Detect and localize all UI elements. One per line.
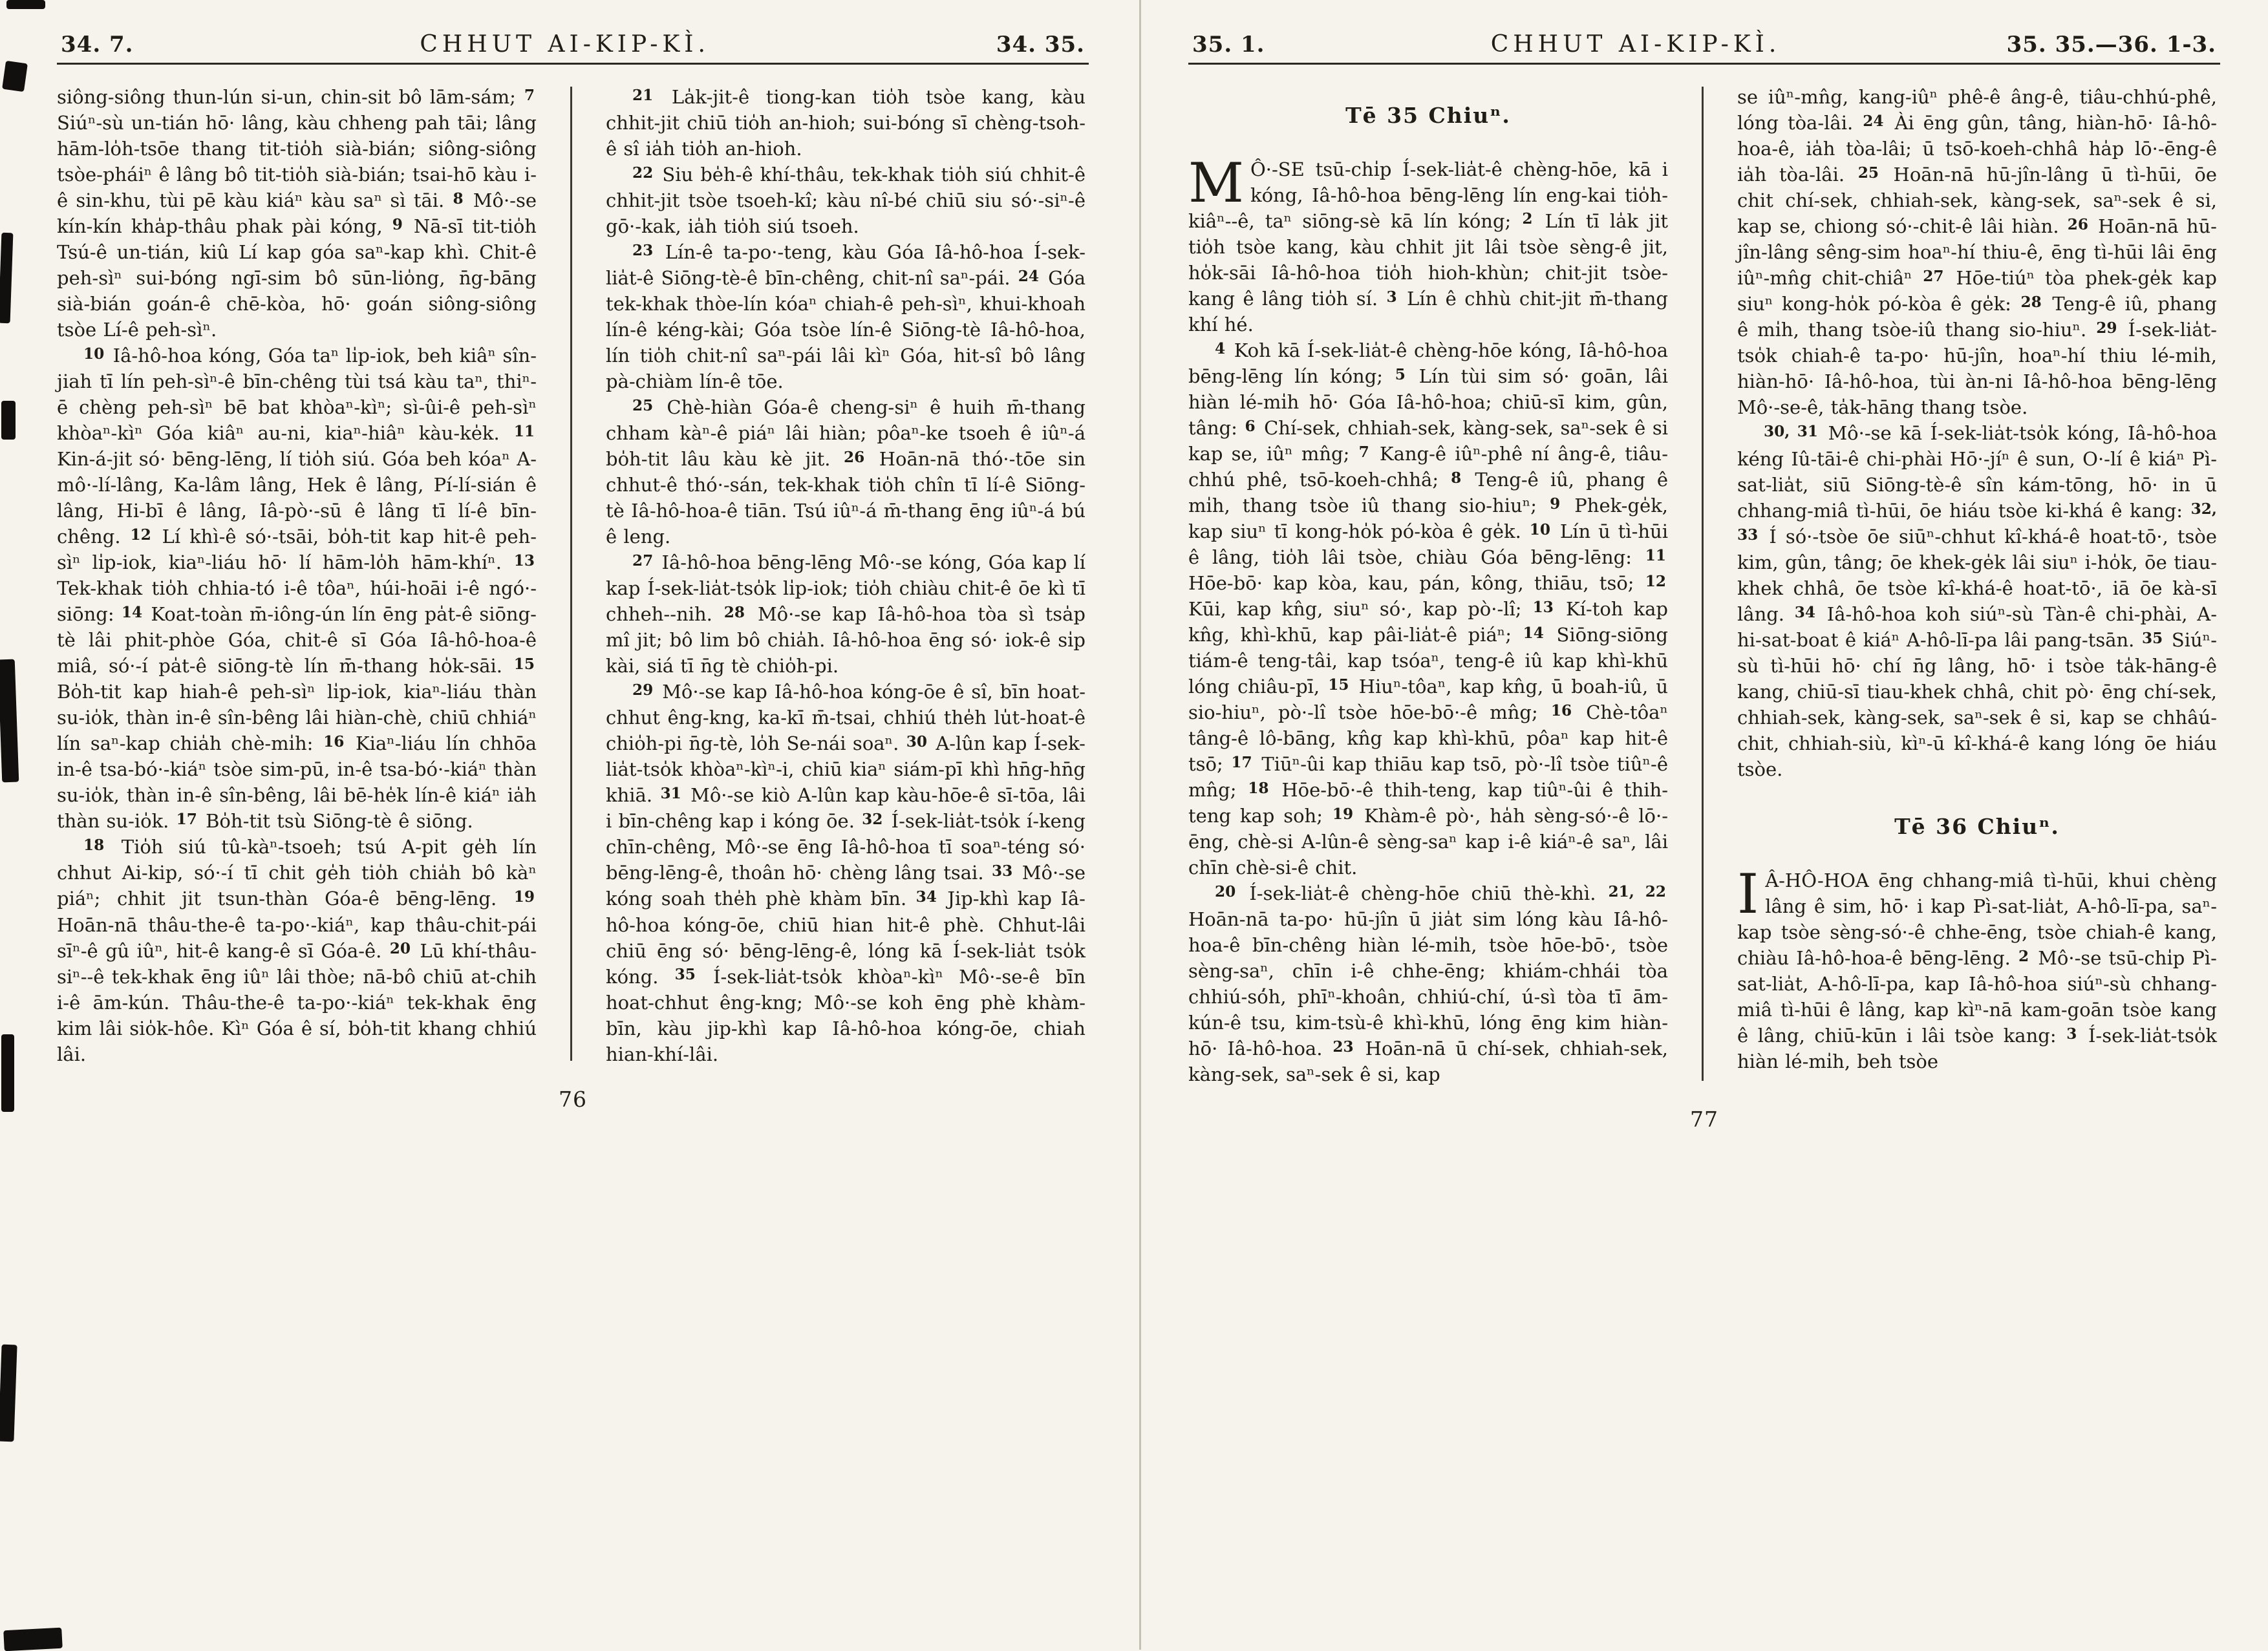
column-rule [570, 87, 572, 1061]
verse-number: 24 [1018, 268, 1039, 286]
header-right-ref: 34. 35. [996, 32, 1085, 58]
paragraph: se iûⁿ-mn̂g, kang-iûⁿ phê-ê âng-ê, tiâu-chhú-phê, lóng tòa-lâi. 24 Ài ēng gûn, tâng, hiàn-hō· Iâ-hô-hoa-ê, ia̍h tòa-lâi; ū tsō-koeh-chhâ ha̍p lō·-ēng-ê ia̍h tòa-lâi. 25 Hoān-nā hū-jîn-lâng ū tì-hūi, ōe chit chí-sek, chhiah-sek, kàng-sek, saⁿ-sek ê si, kap se, chiong só·-chit-ê lâi hiàn. 26 Hoān-nā hū-jîn-lâng sêng-sim hoaⁿ-hí thiu-ê, ēng tì-hūi lâi ēng iûⁿ-mn̂g chit-chiâⁿ 27 Hōe-tiúⁿ tòa phek-ge̍k kap siuⁿ kong-ho̍k pó-kòa ê ge̍k: 28 Teng-ê iû, phang ê mi̍h, thang tsòe-iû thang sio-hiuⁿ. 29 Í-sek-lia̍t-tso̍k chiah-ê ta-po· hū-jîn, hoaⁿ-hí thiu lé-mi̍h, hiàn-hō· Iâ-hô-hoa, tùi àn-ni Iâ-hô-hoa bēng-lēng Mô·-se-ê, ta̍k-hāng thang tsòe. [1737, 86, 2218, 419]
header-right-ref: 35. 35.—36. 1-3. [2006, 32, 2216, 58]
verse-number: 29 [2096, 319, 2117, 337]
paragraph: 22 Siu be̍h-ê khí-thâu, tek-khak tio̍h siú chhit-ê chhit-jit tsòe tsoeh-kî; kàu nî-bé chiū siu só·-siⁿ-ê gō·-kak, ia̍h tio̍h siú tsoeh. [606, 164, 1086, 238]
verse-number: 31 [660, 785, 681, 803]
verse-number: 7 [1358, 443, 1369, 461]
text-column-left [57, 84, 537, 1067]
paragraph: 30, 31 Mô·-se kā Í-sek-lia̍t-tso̍k kóng, Iâ-hô-hoa kéng Iû-tāi-ê chi-phài Hō·-jíⁿ ê sun, O·-lí ê kiáⁿ Pì-sat-lia̍t, siū Siōng-tè-ê sîn kám-tōng, hō· in ū chhang-miâ tì-hūi, ōe hiáu tsòe ki-khá ê kang: 32, 33 Í só·-tsòe ōe siūⁿ-chhut kî-khá-ê hoat-tō·, tsòe kim, gûn, tâng; ōe khek-ge̍k lâi siuⁿ i-ho̍k, ōe tiau-khek chhâ, ōe tsòe kî-khá-ê hoat-tō·, iā ōe kà-sī lâng. 34 Iâ-hô-hoa koh siúⁿ-sù Tàn-ê chi-phài, A-hi-sat-boat ê kiáⁿ A-hô-lī-pa lâi pang-tsān. 35 Siúⁿ-sù tì-hūi hō· chí n̄g lâng, hō· i tsòe ta̍k-hāng-ê kang, chiū-sī tiau-khek chhâ, chit pò· ēng chí-sek, chhiah-sek, kàng-sek, saⁿ-sek ê si, kap se chhâú-chit, chhiah-siù, kìⁿ-ū kî-khá-ê kang lóng ōe hiáu tsòe. [1737, 422, 2217, 781]
paragraph: 29 Mô·-se kap Iâ-hô-hoa kóng-ōe ê sî, bīn hoat-chhut êng-kng, ka-kī m̄-tsai, chhiú the̍h lu̍t-hoat-ê chio̍h-pi n̄g-tè, lo̍h Se-nái soaⁿ. 30 A-lûn kap Í-sek-lia̍t-tso̍k khòaⁿ-kìⁿ-i, chiū kiaⁿ siám-pī khì hn̄g-hn̄g khiā. 31 Mô·-se kiò A-lûn kap kàu-hōe-ê sī-tōa, lâi i bīn-chêng kap i kóng ōe. 32 Í-sek-lia̍t-tso̍k í-keng chīn-chêng, Mô·-se ēng Iâ-hô-hoa tī soaⁿ-téng só· bēng-lēng-ê, thoân hō· chèng lâng tsai. 33 Mô·-se kóng soah the̍h phè khàm bīn. 34 Jip-khì kap Iâ-hô-hoa kóng-ōe, chiū hian hit-ê phè. Chhut-lâi chiū ēng só· bēng-lēng-ê, lóng kā Í-sek-lia̍t tso̍k kóng. 35 Í-sek-lia̍t-tso̍k khòaⁿ-kìⁿ Mô·-se-ê bīn hoat-chhut êng-kng; Mô·-se koh ēng phè khàm-bīn, kàu jip-khì kap Iâ-hô-hoa kóng-ōe, chiah hian-khí-lâi. [606, 681, 1086, 1065]
verse-number: 9 [392, 215, 403, 233]
verse-number: 8 [453, 189, 464, 208]
verse-number: 12 [1645, 572, 1666, 590]
paragraph: siông-siông thun-lún si-un, chin-sit bô lām-sám; 7 Siúⁿ-sù un-tián hō· lâng, kàu chheng pah tāi; lâng hām-lo̍h-tsōe thang tit-tio̍h sià-bián; siông-siông tsòe-pháiⁿ ê lâng bô tit-tio̍h sià-bián; tsai-hō kàu i-ê sin-khu, tùi pē kàu kiáⁿ kàu saⁿ sì tāi. 8 Mô·-se kín-kín kha̍p-thâu phak pài kóng, 9 Nā-sī tit-tio̍h Tsú-ê un-tián, kiû Lí kap góa saⁿ-kap khì. Chit-ê peh-sìⁿ sui-bóng ngī-sim bô sūn-lio̍ng, n̄g-bāng sià-bián goán-ê chē-kòa, hō· goán siông-siông tsòe Lí-ê peh-sìⁿ. [57, 86, 537, 341]
verse-number: 20 [1215, 882, 1236, 900]
scan-binding-mark [6, 0, 45, 9]
verse-number: 24 [1863, 112, 1884, 130]
dropcap: I [1737, 862, 1759, 926]
verse-number: 5 [1395, 365, 1406, 383]
verse-number: 11 [1645, 546, 1666, 564]
verse-number: 15 [513, 655, 535, 674]
verse-number: 11 [513, 423, 535, 441]
header-left-ref: 34. 7. [61, 32, 134, 58]
verse-number: 30, 31 [1764, 423, 1818, 441]
verse-number: 17 [176, 811, 197, 829]
verse-number: 2 [2018, 947, 2029, 965]
text-column-right [606, 84, 1086, 1067]
verse-number: 10 [1529, 520, 1551, 538]
text-column-left [1188, 84, 1668, 1087]
verse-number: 32, 33 [1737, 500, 2217, 544]
verse-number: 35 [674, 966, 696, 984]
verse-number: 18 [1248, 779, 1269, 797]
header-left-ref: 35. 1. [1192, 32, 1265, 58]
paragraph: M Ô·-SE tsū-chi̍p Í-sek-lia̍t-ê chèng-hōe, kā i kóng, Iâ-hô-hoa bēng-lēng lín eng-kai tio̍h-kiâⁿ--ê, taⁿ siōng-sè kā lín kóng; 2 Lín tī la̍k jit tio̍h tsòe kang, kàu chhit jit lâi tsòe sèng-ê jit, ho̍k-sāi Iâ-hô-hoa tio̍h hioh-khùn; chit-jit tsòe-kang ê lâng tio̍h sí. 3 Lín ê chhù chit-jit m̄-thang khí hé. [1188, 151, 1668, 336]
verse-number: 9 [1550, 495, 1561, 513]
text-column-right [1737, 84, 2217, 1087]
verse-number: 14 [121, 604, 143, 622]
verse-number: 6 [1245, 417, 1256, 435]
verse-number: 26 [843, 449, 865, 467]
scan-binding-mark [0, 233, 13, 324]
paragraph: 20 Í-sek-lia̍t-ê chèng-hōe chiū thè-khì. 21, 22 Hoān-nā ta-po· hū-jîn ū jia̍t sim lóng kàu Iâ-hô-hoa-ê bīn-chêng hiàn lé-mi̍h, tsòe hōe-bō·, tsòe sèng-saⁿ, chīn i-ê chhe-ēng; khiám-chhái tòa chhiú-só̍h, phīⁿ-khoân, chhiú-chí, ú-sì tòa tī ām-kún-ê tsu, kim-tsù-ê khì-khū, lóng ēng kim hiàn-hō· Iâ-hô-hoa. 23 Hoān-nā ū chí-sek, chhiah-sek, kàng-sek, saⁿ-sek ê si, kap [1188, 882, 1668, 1086]
verse-number: 19 [513, 888, 535, 906]
verse-number: 23 [1332, 1038, 1354, 1056]
paragraph: 21 La̍k-jit-ê tiong-kan tio̍h tsòe kang, kàu chhit-jit chiū tio̍h an-hioh; sui-bóng sī chèng-tsoh-ê sî ia̍h tio̍h an-hioh. [606, 86, 1086, 160]
verse-number: 14 [1523, 624, 1544, 642]
running-title: CHHUT AI-KIP-KÌ. [1490, 31, 1781, 58]
book-page-left [57, 18, 1089, 1112]
scan-binding-mark [3, 1628, 63, 1651]
paragraph: 18 Tio̍h siú tû-kàⁿ-tsoeh; tsú A-pit ge̍h lín chhut Ai-kip, só·-í tī chit ge̍h tio̍h chia̍h bô kàⁿ piáⁿ; chhit jit tsun-thàn Góa-ê bēng-lēng. 19 Hoān-nā thâu-the-ê ta-po·-kiáⁿ, kap thâu-chit-pái sīⁿ-ê gû iûⁿ, hit-ê kang-ê sī Góa-ê. 20 Lū khí-thâu-siⁿ--ê tek-khak ēng iûⁿ lâi thòe; nā-bô chiū at-chih i-ê ām-kún. Thâu-the-ê ta-po·-kiáⁿ tek-khak ēng kim lâi sio̍k-hôe. Kìⁿ Góa ê sí, bo̍h-tit khang chhiú lâi. [57, 836, 537, 1065]
column-rule [1702, 87, 1704, 1081]
paragraph: 27 Iâ-hô-hoa bēng-lēng Mô·-se kóng, Góa kap lí kap Í-sek-lia̍t-tso̍k li̍p-iok; tio̍h chiàu chit-ê ōe kì tī chheh--nih. 28 Mô·-se kap Iâ-hô-hoa tòa sì tsa̍p mî jit; bô lim bô chia̍h. Iâ-hô-hoa ēng só· iok-ê si̍p kài, siá tī n̄g tè chio̍h-pi. [606, 551, 1086, 677]
paragraph: 23 Lín-ê ta-po·-teng, kàu Góa Iâ-hô-hoa Í-sek-lia̍t-ê Siōng-tè-ê bīn-chêng, chit-nî saⁿ-pái. 24 Góa tek-khak thòe-lín kóaⁿ chiah-ê peh-sìⁿ, khui-khoah lín-ê kéng-kài; Góa tsòe lín-ê Siōng-tè Iâ-hô-hoa, lín tio̍h chit-nî saⁿ-pái lâi kìⁿ Góa, hit-sî bô lâng pà-chiàm lín-ê tōe. [606, 241, 1086, 393]
verse-number: 29 [632, 681, 654, 699]
verse-number: 25 [632, 397, 654, 415]
verse-number: 10 [83, 345, 105, 363]
verse-number: 34 [1794, 604, 1816, 622]
scan-binding-mark [2, 61, 28, 92]
verse-number: 28 [723, 604, 745, 622]
paragraph: 25 Chè-hiàn Góa-ê cheng-siⁿ ê huih m̄-thang chham kàⁿ-ê piáⁿ lâi hiàn; pôaⁿ-ke tsoeh ê iûⁿ-á bo̍h-tit lâu kàu kè jit. 26 Hoān-nā thó·-tōe sin chhut-ê thó·-sán, tek-khak tio̍h chîn tī lí-ê Siōng-tè Iâ-hô-hoa-ê tiān. Tsú iûⁿ-á m̄-thang ēng iûⁿ-á bú ê leng. [606, 396, 1086, 548]
verse-number: 33 [992, 862, 1013, 880]
page-number: 77 [1690, 1107, 1718, 1133]
dropcap: M [1188, 151, 1245, 215]
page-body [1188, 84, 2220, 1087]
verse-number: 16 [1550, 701, 1572, 719]
chapter-heading: Tē 35 Chiuⁿ. [1345, 103, 1511, 128]
verse-number: 27 [1923, 268, 1944, 286]
chapter-heading: Tē 36 Chiuⁿ. [1894, 814, 2060, 840]
verse-number: 2 [1522, 210, 1533, 228]
verse-number: 25 [1857, 164, 1879, 182]
verse-number: 23 [632, 242, 654, 259]
running-header [1188, 18, 2220, 63]
paragraph: 10 Iâ-hô-hoa kóng, Góa taⁿ li̍p-iok, beh kiâⁿ sîn-jiah tī lín peh-sìⁿ-ê bīn-chêng tùi tsá kàu taⁿ, thiⁿ-ē chèng peh-sìⁿ bē bat khòaⁿ-kìⁿ; sì-ûi-ê peh-sìⁿ khòaⁿ-kìⁿ Góa kiâⁿ au-ni, kiaⁿ-hiâⁿ kàu-ke̍k. 11 Kin-á-jit só· bēng-lēng, lí tio̍h siú. Góa beh kóaⁿ A-mô·-lí-lâng, Ka-lâm lâng, Hek ê lâng, Pí-lí-sián ê lâng, Hi-bī ê lâng, Iâ-pò·-sū ê lâng tī lí-ê bīn-chêng. 12 Lí khì-ê só·-tsāi, bo̍h-tit kap hit-ê peh-sìⁿ li̍p-iok, kiaⁿ-liáu hō· lí hām-lo̍h hām-khíⁿ. 13 Tek-khak tio̍h chhia-tó i-ê tôaⁿ, húi-hoāi i-ê ngó·-siōng: 14 Koat-toàn m̄-iông-ún lín ēng pa̍t-ê siōng-tè lâi phit-phòe Góa, chit-ê sī Góa Iâ-hô-hoa-ê miâ, só·-í pa̍t-ê siōng-tè lín m̄-thang ho̍k-sāi. 15 Bo̍h-tit kap hiah-ê peh-sìⁿ li̍p-iok, kiaⁿ-liáu thàn su-io̍k, thàn in-ê sîn-bêng lâi hiàn-chè, chiū chhiáⁿ lín saⁿ-kap chia̍h chè-mi̍h: 16 Kiaⁿ-liáu lín chhōa in-ê tsa-bó·-kiáⁿ tsòe sim-pū, in-ê tsa-bó·-kiáⁿ thàn su-io̍k, thàn in-ê sîn-bêng, lâi bē-he̍k lín-ê kiáⁿ ia̍h thàn su-io̍k. 17 Bo̍h-tit tsù Siōng-tè ê siōng. [57, 345, 537, 833]
page-body [57, 84, 1089, 1067]
book-page-right [1188, 18, 2220, 1132]
verse-number: 13 [1532, 598, 1554, 616]
verse-number: 7 [524, 86, 535, 104]
scan-binding-mark [0, 659, 19, 783]
verse-number: 26 [2067, 215, 2089, 233]
verse-number: 32 [862, 811, 883, 829]
paragraph: I Â-HÔ-HOA ēng chhang-miâ tì-hūi, khui chèng lâng ê sim, hō· i kap Pì-sat-lia̍t, A-hô-lī-pa, saⁿ-kap tsòe sèng-só·-ê chhe-ēng, tsòe chiah-ê kang, chiàu Iâ-hô-hoa-ê bēng-lēng. 2 Mô·-se tsū-chi̍p Pì-sat-lia̍t, A-hô-lī-pa, kap Iâ-hô-hoa siúⁿ-sù chhang-miâ tì-hūi ê lâng, kap kìⁿ-nā kam-goān tsòe kang ê lâng, chiū-kūn i lâi tsòe kang: 3 Í-sek-lia̍t-tso̍k hiàn lé-mi̍h, beh tsòe [1737, 862, 2217, 1073]
verse-number: 16 [323, 733, 345, 751]
verse-number: 30 [906, 733, 927, 751]
verse-number: 27 [632, 552, 654, 570]
header-rule [1188, 63, 2220, 65]
header-rule [57, 63, 1089, 65]
verse-number: 3 [2066, 1025, 2077, 1043]
verse-number: 13 [513, 552, 535, 570]
verse-number: 19 [1332, 805, 1354, 823]
verse-number: 21, 22 [1608, 882, 1666, 900]
verse-number: 18 [83, 836, 105, 855]
verse-number: 12 [130, 526, 151, 544]
scan-binding-mark [1, 1034, 14, 1112]
verse-number: 8 [1451, 469, 1462, 487]
running-title: CHHUT AI-KIP-KÌ. [420, 31, 710, 58]
scan-binding-mark [1, 401, 16, 440]
page-gutter [1139, 0, 1141, 1650]
verse-number: 35 [2141, 630, 2163, 648]
scan-binding-mark [0, 1345, 17, 1442]
verse-number: 34 [915, 888, 937, 906]
verse-number: 20 [389, 940, 411, 958]
verse-number: 4 [1215, 339, 1226, 357]
verse-number: 21 [632, 86, 654, 104]
verse-number: 28 [2020, 293, 2042, 312]
verse-number: 3 [1386, 288, 1397, 306]
page-number: 76 [559, 1086, 587, 1112]
paragraph: 4 Koh kā Í-sek-lia̍t-ê chèng-hōe kóng, Iâ-hô-hoa bēng-lēng lín kóng; 5 Lín tùi sim só· goān, lâi hiàn lé-mi̍h hō· Góa Iâ-hô-hoa; chiū-sī kim, gûn, tâng: 6 Chí-sek, chhiah-sek, kàng-sek, saⁿ-sek ê si kap se, iûⁿ mn̂g; 7 Kang-ê iûⁿ-phê ní âng-ê, tiâu-chhú phê, tsō-koeh-chhâ; 8 Teng-ê iû, phang ê mi̍h, thang tsòe iû thang sio-hiuⁿ; 9 Phek-ge̍k, kap siuⁿ tī kong-ho̍k pó-kòa ê ge̍k. 10 Lín ū tì-hūi ê lâng, tio̍h lâi tsòe, chiàu Góa bēng-lēng: 11 Hōe-bō· kap kòa, kau, pán, kông, thiāu, tsō; 12 Kūi, kap kn̂g, siuⁿ só·, kap pò·-lî; 13 Kí-toh kap kn̂g, khì-khū, kap pâi-lia̍t-ê piáⁿ; 14 Siōng-siōng tiám-ê teng-tâi, kap tsóaⁿ, teng-ê iû kap khì-khū lóng chiâu-pī, 15 Hiuⁿ-tôaⁿ, kap kn̂g, ū boah-iû, ū sio-hiuⁿ, pò·-lî tsòe hōe-bō·-ê mn̂g; 16 Chè-tôaⁿ tâng-ê lô-bāng, kn̂g kap khì-khū, pôaⁿ kap hit-ê tsō; 17 Tiūⁿ-ûi kap thiāu kap tsō, pò·-lî tsòe tiûⁿ-ê mn̂g; 18 Hōe-bō·-ê thih-teng, kap tiûⁿ-ûi ê thih-teng kap soh; 19 Khàm-ê pò·, ha̍h sèng-só·-ê lō·-ēng, chè-si A-lûn-ê sèng-saⁿ kap i-ê kiáⁿ-ê saⁿ, lâi chīn chè-si-ê chit. [1188, 339, 1669, 879]
verse-number: 22 [632, 164, 654, 182]
verse-number: 15 [1328, 676, 1349, 694]
verse-number: 17 [1231, 753, 1252, 771]
running-header [57, 18, 1089, 63]
